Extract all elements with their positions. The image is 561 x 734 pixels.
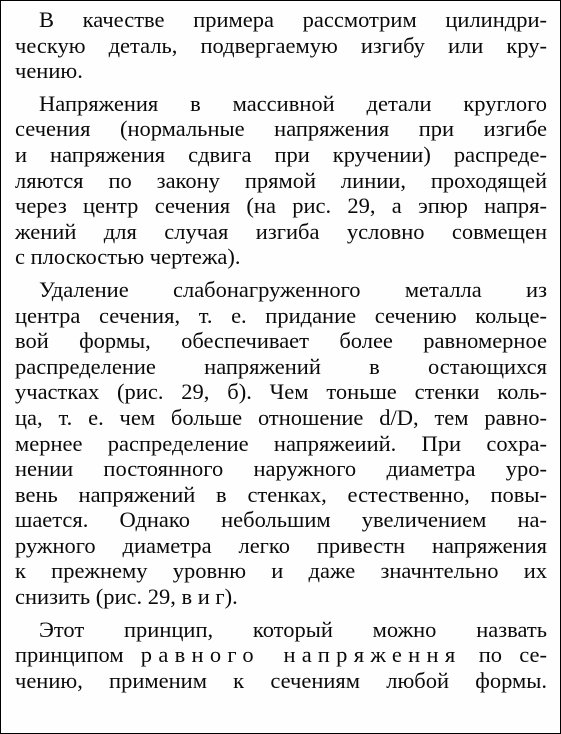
text-line: ца, т. е. чем больше отношение d/D, тем равно- [15, 404, 547, 430]
text-line: ческую деталь, подвергаемую изгибу или кру- [15, 32, 547, 58]
emphasized-term: равного напряження [140, 642, 462, 668]
paragraph-2 [15, 91, 547, 270]
text-line: чению. [15, 58, 83, 84]
text-line: участках (рис. 29, б). Чем тоньше стенки коль- [15, 379, 547, 405]
text-line: распределение напряжений в остающихся [15, 353, 547, 379]
text-line: вень напряжений в стенках, естественно, повы- [15, 481, 547, 507]
text-segment: по се- [461, 642, 547, 668]
text-line: ружного диаметра легко привестн напряжения [15, 532, 547, 558]
text-line: к прежнему уровню и даже значнтельно их [15, 558, 547, 584]
paragraph-1 [15, 7, 547, 84]
text-line: с плоскостью чертежа). [15, 244, 241, 270]
document-page [15, 7, 547, 693]
text-line: нении постоянного наружного диаметра уро- [15, 456, 547, 482]
text-line: снизить (рис. 29, в и г). [15, 584, 238, 610]
text-line [15, 642, 547, 668]
text-line: жений для случая изгиба условно совмещен [15, 218, 547, 244]
text-line: чению, применим к сечениям любой формы. [15, 667, 547, 693]
paragraph-4 [15, 617, 547, 694]
text-line: центра сечения, т. е. придание сечению кольце- [15, 302, 547, 328]
text-line: Этот принцип, который можно назвать [39, 616, 547, 642]
text-line: мернее распределение напряжеиий. При сохра- [15, 430, 547, 456]
text-segment: принципом [15, 642, 141, 668]
text-line: вой формы, обеспечивает более равномерное [15, 328, 547, 354]
paragraph-3 [15, 277, 547, 610]
text-line: через центр сечения (на рис. 29, а эпюр напря- [15, 193, 547, 219]
text-line: Удаление слабонагруженного металла из [39, 276, 547, 302]
text-line: сечения (нормальные напряжения при изгибе [15, 116, 547, 142]
text-line: В качестве примера рассмотрим цилиндри- [39, 7, 547, 32]
text-line: шается. Однако небольшим увеличением на- [15, 507, 547, 533]
text-line: Напряжения в массивной детали круглого [39, 90, 547, 116]
text-line: ляются по закону прямой линии, проходящей [15, 167, 547, 193]
text-line: и напряжения сдвига при кручении) распреде- [15, 141, 547, 167]
